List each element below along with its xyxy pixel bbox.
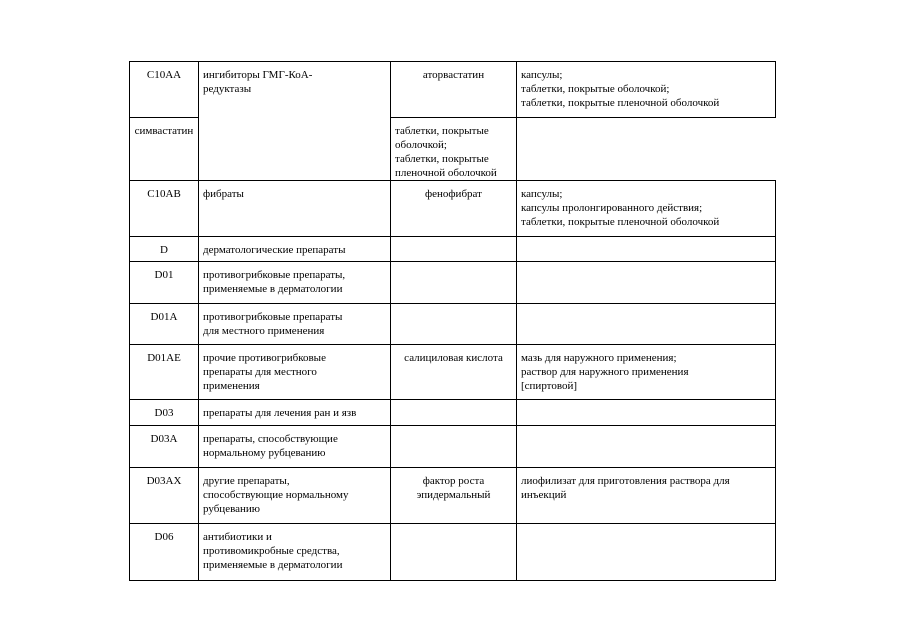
drug-name-cell-text: салициловая кислота	[404, 352, 503, 364]
dosage-form-cell	[517, 345, 776, 400]
atc-code-cell	[130, 524, 199, 581]
drug-name-cell-text: фактор роста эпидермальный	[416, 475, 491, 501]
drug-name-cell	[391, 181, 517, 237]
drug-name-cell	[391, 262, 517, 304]
anatomic-group-cell-text: антибиотики и противомикробные средства, применяемые в дерматологии	[203, 531, 343, 571]
anatomic-group-cell-text: препараты, способствующие нормальному рубцеванию	[203, 433, 338, 459]
anatomic-group-cell-text: противогрибковые препараты, применяемые в дерматологии	[203, 269, 346, 295]
atc-code-cell-text: C10AA	[146, 69, 182, 81]
dosage-form-cell-text: таблетки, покрытые оболочкой; таблетки, покрытые пленочной оболочкой	[395, 125, 497, 179]
dosage-form-cell	[517, 304, 776, 345]
drug-name-cell-text: фенофибрат	[425, 188, 482, 200]
table-row	[130, 262, 776, 304]
drug-name-cell	[391, 62, 517, 118]
table-body	[130, 62, 776, 581]
dosage-form-cell	[517, 262, 776, 304]
atc-code-cell-text: C10AB	[147, 188, 181, 200]
anatomic-group-cell	[199, 304, 391, 345]
drug-name-cell	[391, 400, 517, 426]
atc-code-cell	[130, 400, 199, 426]
anatomic-group-cell-text: препараты для лечения ран и язв	[203, 407, 357, 419]
atc-code-cell-text: D	[160, 244, 168, 256]
table-row	[130, 62, 776, 118]
atc-code-cell	[130, 426, 199, 468]
drug-list-table	[129, 61, 776, 581]
table-row	[130, 426, 776, 468]
dosage-form-cell	[517, 468, 776, 524]
atc-code-cell-text: D01A	[150, 311, 178, 323]
atc-code-cell	[130, 345, 199, 400]
atc-code-cell-text: D03	[154, 407, 174, 419]
dosage-form-cell	[517, 400, 776, 426]
anatomic-group-cell	[199, 262, 391, 304]
table-row	[130, 400, 776, 426]
atc-code-cell-text: D03A	[150, 433, 178, 445]
atc-code-cell-text: D01AE	[147, 352, 181, 364]
dosage-form-cell	[517, 181, 776, 237]
atc-code-cell	[130, 62, 199, 118]
dosage-form-cell	[391, 118, 517, 181]
anatomic-group-cell-text: прочие противогрибковые препараты для местного применения	[203, 352, 326, 392]
anatomic-group-cell-text: фибраты	[203, 188, 244, 200]
anatomic-group-cell	[199, 400, 391, 426]
drug-name-cell	[391, 237, 517, 262]
dosage-form-cell	[517, 62, 776, 118]
anatomic-group-cell	[199, 181, 391, 237]
atc-code-cell	[130, 304, 199, 345]
dosage-form-cell-text: мазь для наружного применения; раствор для наружного применения [спиртовой]	[521, 352, 689, 392]
drug-name-cell	[391, 426, 517, 468]
dosage-form-cell-text: капсулы; таблетки, покрытые оболочкой; таблетки, покрытые пленочной оболочкой	[521, 69, 720, 109]
anatomic-group-cell	[199, 468, 391, 524]
drug-name-cell	[130, 118, 199, 181]
anatomic-group-cell-text: ингибиторы ГМГ-КоА- редуктазы	[203, 69, 313, 95]
drug-name-cell	[391, 345, 517, 400]
anatomic-group-cell	[199, 524, 391, 581]
drug-name-cell-text: симвастатин	[134, 125, 194, 137]
anatomic-group-cell	[199, 62, 391, 181]
drug-name-cell	[391, 524, 517, 581]
atc-code-cell-text: D06	[154, 531, 174, 543]
dosage-form-cell-text: капсулы; капсулы пролонгированного действия; таблетки, покрытые пленочной оболочкой	[521, 188, 720, 228]
anatomic-group-cell	[199, 237, 391, 262]
dosage-form-cell-text: лиофилизат для приготовления раствора для инъекций	[521, 475, 730, 501]
table-row	[130, 345, 776, 400]
atc-code-cell	[130, 181, 199, 237]
drug-name-cell	[391, 304, 517, 345]
drug-name-cell	[391, 468, 517, 524]
dosage-form-cell	[517, 237, 776, 262]
atc-code-cell-text: D03AX	[146, 475, 182, 487]
dosage-form-cell	[517, 426, 776, 468]
anatomic-group-cell	[199, 426, 391, 468]
drug-name-cell-text: аторвастатин	[422, 69, 485, 81]
table-row	[130, 237, 776, 262]
table-row	[130, 524, 776, 581]
table-row	[130, 304, 776, 345]
table-row	[130, 468, 776, 524]
atc-code-cell-text: D01	[154, 269, 174, 281]
atc-code-cell	[130, 468, 199, 524]
anatomic-group-cell-text: другие препараты, способствующие нормальному рубцеванию	[203, 475, 349, 515]
anatomic-group-cell-text: дерматологические препараты	[203, 244, 346, 256]
dosage-form-cell	[517, 524, 776, 581]
atc-code-cell	[130, 237, 199, 262]
atc-code-cell	[130, 262, 199, 304]
anatomic-group-cell-text: противогрибковые препараты для местного применения	[203, 311, 343, 337]
anatomic-group-cell	[199, 345, 391, 400]
table-row	[130, 181, 776, 237]
